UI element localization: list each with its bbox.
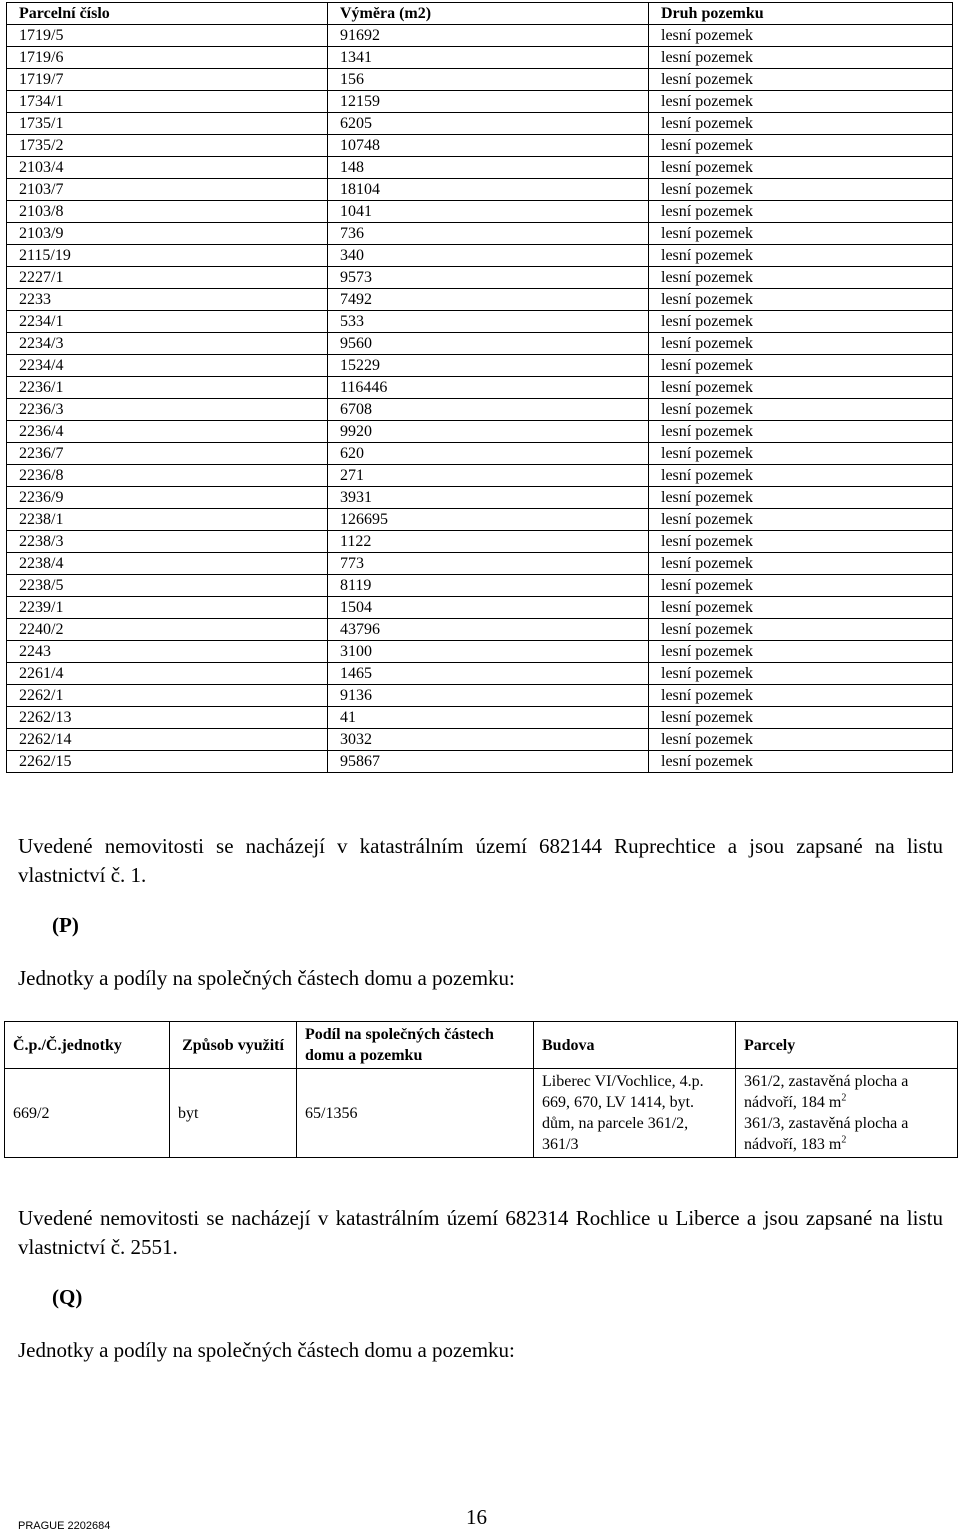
parcel-number-cell: 2236/8: [7, 465, 328, 487]
area-cell: 12159: [328, 91, 649, 113]
table-row: [7, 641, 953, 663]
land-type-cell: lesní pozemek: [649, 729, 953, 751]
land-type-cell: lesní pozemek: [649, 157, 953, 179]
table-row: [7, 311, 953, 333]
table-row: [7, 157, 953, 179]
table-row: [7, 25, 953, 47]
land-type-cell: lesní pozemek: [649, 465, 953, 487]
header-land-type: Druh pozemku: [649, 3, 953, 25]
land-type-cell: lesní pozemek: [649, 289, 953, 311]
cadastral-note-ruprechtice: Uvedené nemovitosti se nacházejí v katastrálním území 682144 Ruprechtice a jsou zapsané na listu vlastnictví č. 1.: [18, 834, 943, 887]
table-row: [7, 113, 953, 135]
section-label-q: (Q): [52, 1285, 83, 1309]
area-cell: 91692: [328, 25, 649, 47]
area-cell: 9560: [328, 333, 649, 355]
parcel-number-cell: 1734/1: [7, 91, 328, 113]
land-type-cell: lesní pozemek: [649, 619, 953, 641]
parcel-number-cell: 2239/1: [7, 597, 328, 619]
parcel-number-cell: 2227/1: [7, 267, 328, 289]
table-row: [7, 421, 953, 443]
unit-parcel-1: [744, 1071, 949, 1113]
area-cell: 736: [328, 223, 649, 245]
table-row: [7, 47, 953, 69]
table-row: [7, 729, 953, 751]
land-type-cell: lesní pozemek: [649, 69, 953, 91]
table-row: [7, 333, 953, 355]
parcel-number-cell: 2262/13: [7, 707, 328, 729]
parcel-number-cell: 1719/6: [7, 47, 328, 69]
parcel-number-cell: 1719/5: [7, 25, 328, 47]
parcel-number-cell: 2236/1: [7, 377, 328, 399]
parcel-number-cell: 2236/7: [7, 443, 328, 465]
land-type-cell: lesní pozemek: [649, 135, 953, 157]
land-type-cell: lesní pozemek: [649, 685, 953, 707]
header-area: Výměra (m2): [328, 3, 649, 25]
unit-parcel-2-sup: 2: [841, 1134, 847, 1146]
parcel-number-cell: 2103/9: [7, 223, 328, 245]
area-cell: 6708: [328, 399, 649, 421]
units-row: [5, 1069, 958, 1158]
area-cell: 8119: [328, 575, 649, 597]
land-type-cell: lesní pozemek: [649, 25, 953, 47]
unit-building: Liberec VI/Vochlice, 4.p. 669, 670, LV 1414, byt. dům, na parcele 361/2, 361/3: [534, 1069, 736, 1158]
land-type-cell: lesní pozemek: [649, 399, 953, 421]
header-building: Budova: [534, 1022, 736, 1069]
unit-parcel-2-text: 361/3, zastavěná plocha a nádvoří, 183 m: [744, 1115, 909, 1153]
table-row: [7, 91, 953, 113]
table-row: [7, 597, 953, 619]
parcel-number-cell: 2103/7: [7, 179, 328, 201]
footer-document-id: PRAGUE 2202684: [18, 1520, 111, 1532]
land-type-cell: lesní pozemek: [649, 201, 953, 223]
unit-usage: byt: [170, 1069, 297, 1158]
unit-parcel-1-text: 361/2, zastavěná plocha a nádvoří, 184 m: [744, 1073, 909, 1111]
area-cell: 9573: [328, 267, 649, 289]
area-cell: 148: [328, 157, 649, 179]
parcel-number-cell: 2262/14: [7, 729, 328, 751]
area-cell: 3100: [328, 641, 649, 663]
table-row: [7, 487, 953, 509]
parcel-number-cell: 2240/2: [7, 619, 328, 641]
table-row: [7, 399, 953, 421]
footer-page-number: 16: [466, 1505, 487, 1529]
table-row: [7, 245, 953, 267]
header-usage: Způsob využití: [170, 1022, 297, 1069]
parcel-number-cell: 1735/1: [7, 113, 328, 135]
cadastral-note-rochlice: Uvedené nemovitosti se nacházejí v katastrálním území 682314 Rochlice u Liberce a jsou zapsané na listu vlastnictví č. 2551.: [18, 1206, 943, 1259]
units-table: [4, 1021, 958, 1158]
section-label-p: (P): [52, 913, 79, 937]
land-type-cell: lesní pozemek: [649, 113, 953, 135]
area-cell: 18104: [328, 179, 649, 201]
land-type-cell: lesní pozemek: [649, 707, 953, 729]
unit-parcel-1-sup: 2: [841, 1092, 847, 1104]
land-type-cell: lesní pozemek: [649, 663, 953, 685]
area-cell: 9920: [328, 421, 649, 443]
table-row: [7, 443, 953, 465]
unit-parcel-2: [744, 1113, 949, 1155]
header-parcels: Parcely: [736, 1022, 958, 1069]
parcel-number-cell: 2233: [7, 289, 328, 311]
parcel-number-cell: 2243: [7, 641, 328, 663]
units-header-row: [5, 1022, 958, 1069]
area-cell: 10748: [328, 135, 649, 157]
unit-share: 65/1356: [297, 1069, 534, 1158]
parcel-number-cell: 2238/3: [7, 531, 328, 553]
area-cell: 1041: [328, 201, 649, 223]
land-type-cell: lesní pozemek: [649, 91, 953, 113]
area-cell: 340: [328, 245, 649, 267]
land-type-cell: lesní pozemek: [649, 487, 953, 509]
parcel-number-cell: 2261/4: [7, 663, 328, 685]
table-row: [7, 69, 953, 91]
area-cell: 156: [328, 69, 649, 91]
table-row: [7, 575, 953, 597]
area-cell: 1341: [328, 47, 649, 69]
parcel-number-cell: 2234/3: [7, 333, 328, 355]
area-cell: 116446: [328, 377, 649, 399]
table-row: [7, 289, 953, 311]
land-type-cell: lesní pozemek: [649, 531, 953, 553]
parcels-table-body: [7, 25, 953, 773]
area-cell: 1465: [328, 663, 649, 685]
parcel-number-cell: 2236/9: [7, 487, 328, 509]
table-row: [7, 751, 953, 773]
land-type-cell: lesní pozemek: [649, 553, 953, 575]
table-row: [7, 377, 953, 399]
table-row: [7, 531, 953, 553]
area-cell: 3931: [328, 487, 649, 509]
parcel-number-cell: 2236/3: [7, 399, 328, 421]
table-row: [7, 201, 953, 223]
parcel-number-cell: 2234/1: [7, 311, 328, 333]
land-type-cell: lesní pozemek: [649, 267, 953, 289]
land-type-cell: lesní pozemek: [649, 641, 953, 663]
header-unit-number: Č.p./Č.jednotky: [5, 1022, 170, 1069]
parcel-number-cell: 2103/8: [7, 201, 328, 223]
table-row: [7, 223, 953, 245]
parcel-number-cell: 2236/4: [7, 421, 328, 443]
table-row: [7, 553, 953, 575]
units-heading-p: Jednotky a podíly na společných částech domu a pozemku:: [18, 966, 515, 990]
unit-parcels: [736, 1069, 958, 1158]
header-parcel-number: Parcelní číslo: [7, 3, 328, 25]
area-cell: 1122: [328, 531, 649, 553]
area-cell: 126695: [328, 509, 649, 531]
land-type-cell: lesní pozemek: [649, 443, 953, 465]
table-row: [7, 135, 953, 157]
land-type-cell: lesní pozemek: [649, 47, 953, 69]
table-row: [7, 707, 953, 729]
table-row: [7, 619, 953, 641]
parcels-header-row: [7, 3, 953, 25]
parcel-number-cell: 1719/7: [7, 69, 328, 91]
area-cell: 3032: [328, 729, 649, 751]
parcel-number-cell: 2262/15: [7, 751, 328, 773]
table-row: [7, 267, 953, 289]
parcel-number-cell: 2234/4: [7, 355, 328, 377]
table-row: [7, 179, 953, 201]
area-cell: 271: [328, 465, 649, 487]
land-type-cell: lesní pozemek: [649, 421, 953, 443]
unit-number: 669/2: [5, 1069, 170, 1158]
parcels-table: [6, 2, 953, 773]
area-cell: 15229: [328, 355, 649, 377]
table-row: [7, 509, 953, 531]
table-row: [7, 663, 953, 685]
area-cell: 1504: [328, 597, 649, 619]
land-type-cell: lesní pozemek: [649, 575, 953, 597]
area-cell: 6205: [328, 113, 649, 135]
parcel-number-cell: 2115/19: [7, 245, 328, 267]
area-cell: 773: [328, 553, 649, 575]
land-type-cell: lesní pozemek: [649, 223, 953, 245]
land-type-cell: lesní pozemek: [649, 245, 953, 267]
land-type-cell: lesní pozemek: [649, 355, 953, 377]
land-type-cell: lesní pozemek: [649, 179, 953, 201]
area-cell: 620: [328, 443, 649, 465]
table-row: [7, 465, 953, 487]
land-type-cell: lesní pozemek: [649, 311, 953, 333]
parcel-number-cell: 2262/1: [7, 685, 328, 707]
land-type-cell: lesní pozemek: [649, 597, 953, 619]
parcel-number-cell: 2238/1: [7, 509, 328, 531]
land-type-cell: lesní pozemek: [649, 509, 953, 531]
land-type-cell: lesní pozemek: [649, 751, 953, 773]
area-cell: 41: [328, 707, 649, 729]
land-type-cell: lesní pozemek: [649, 333, 953, 355]
area-cell: 95867: [328, 751, 649, 773]
land-type-cell: lesní pozemek: [649, 377, 953, 399]
header-share: Podíl na společných částech domu a pozemku: [297, 1022, 534, 1069]
units-heading-q: Jednotky a podíly na společných částech domu a pozemku:: [18, 1338, 515, 1362]
parcel-number-cell: 2238/4: [7, 553, 328, 575]
parcel-number-cell: 2103/4: [7, 157, 328, 179]
area-cell: 533: [328, 311, 649, 333]
area-cell: 9136: [328, 685, 649, 707]
area-cell: 7492: [328, 289, 649, 311]
table-row: [7, 355, 953, 377]
table-row: [7, 685, 953, 707]
parcel-number-cell: 1735/2: [7, 135, 328, 157]
parcel-number-cell: 2238/5: [7, 575, 328, 597]
area-cell: 43796: [328, 619, 649, 641]
